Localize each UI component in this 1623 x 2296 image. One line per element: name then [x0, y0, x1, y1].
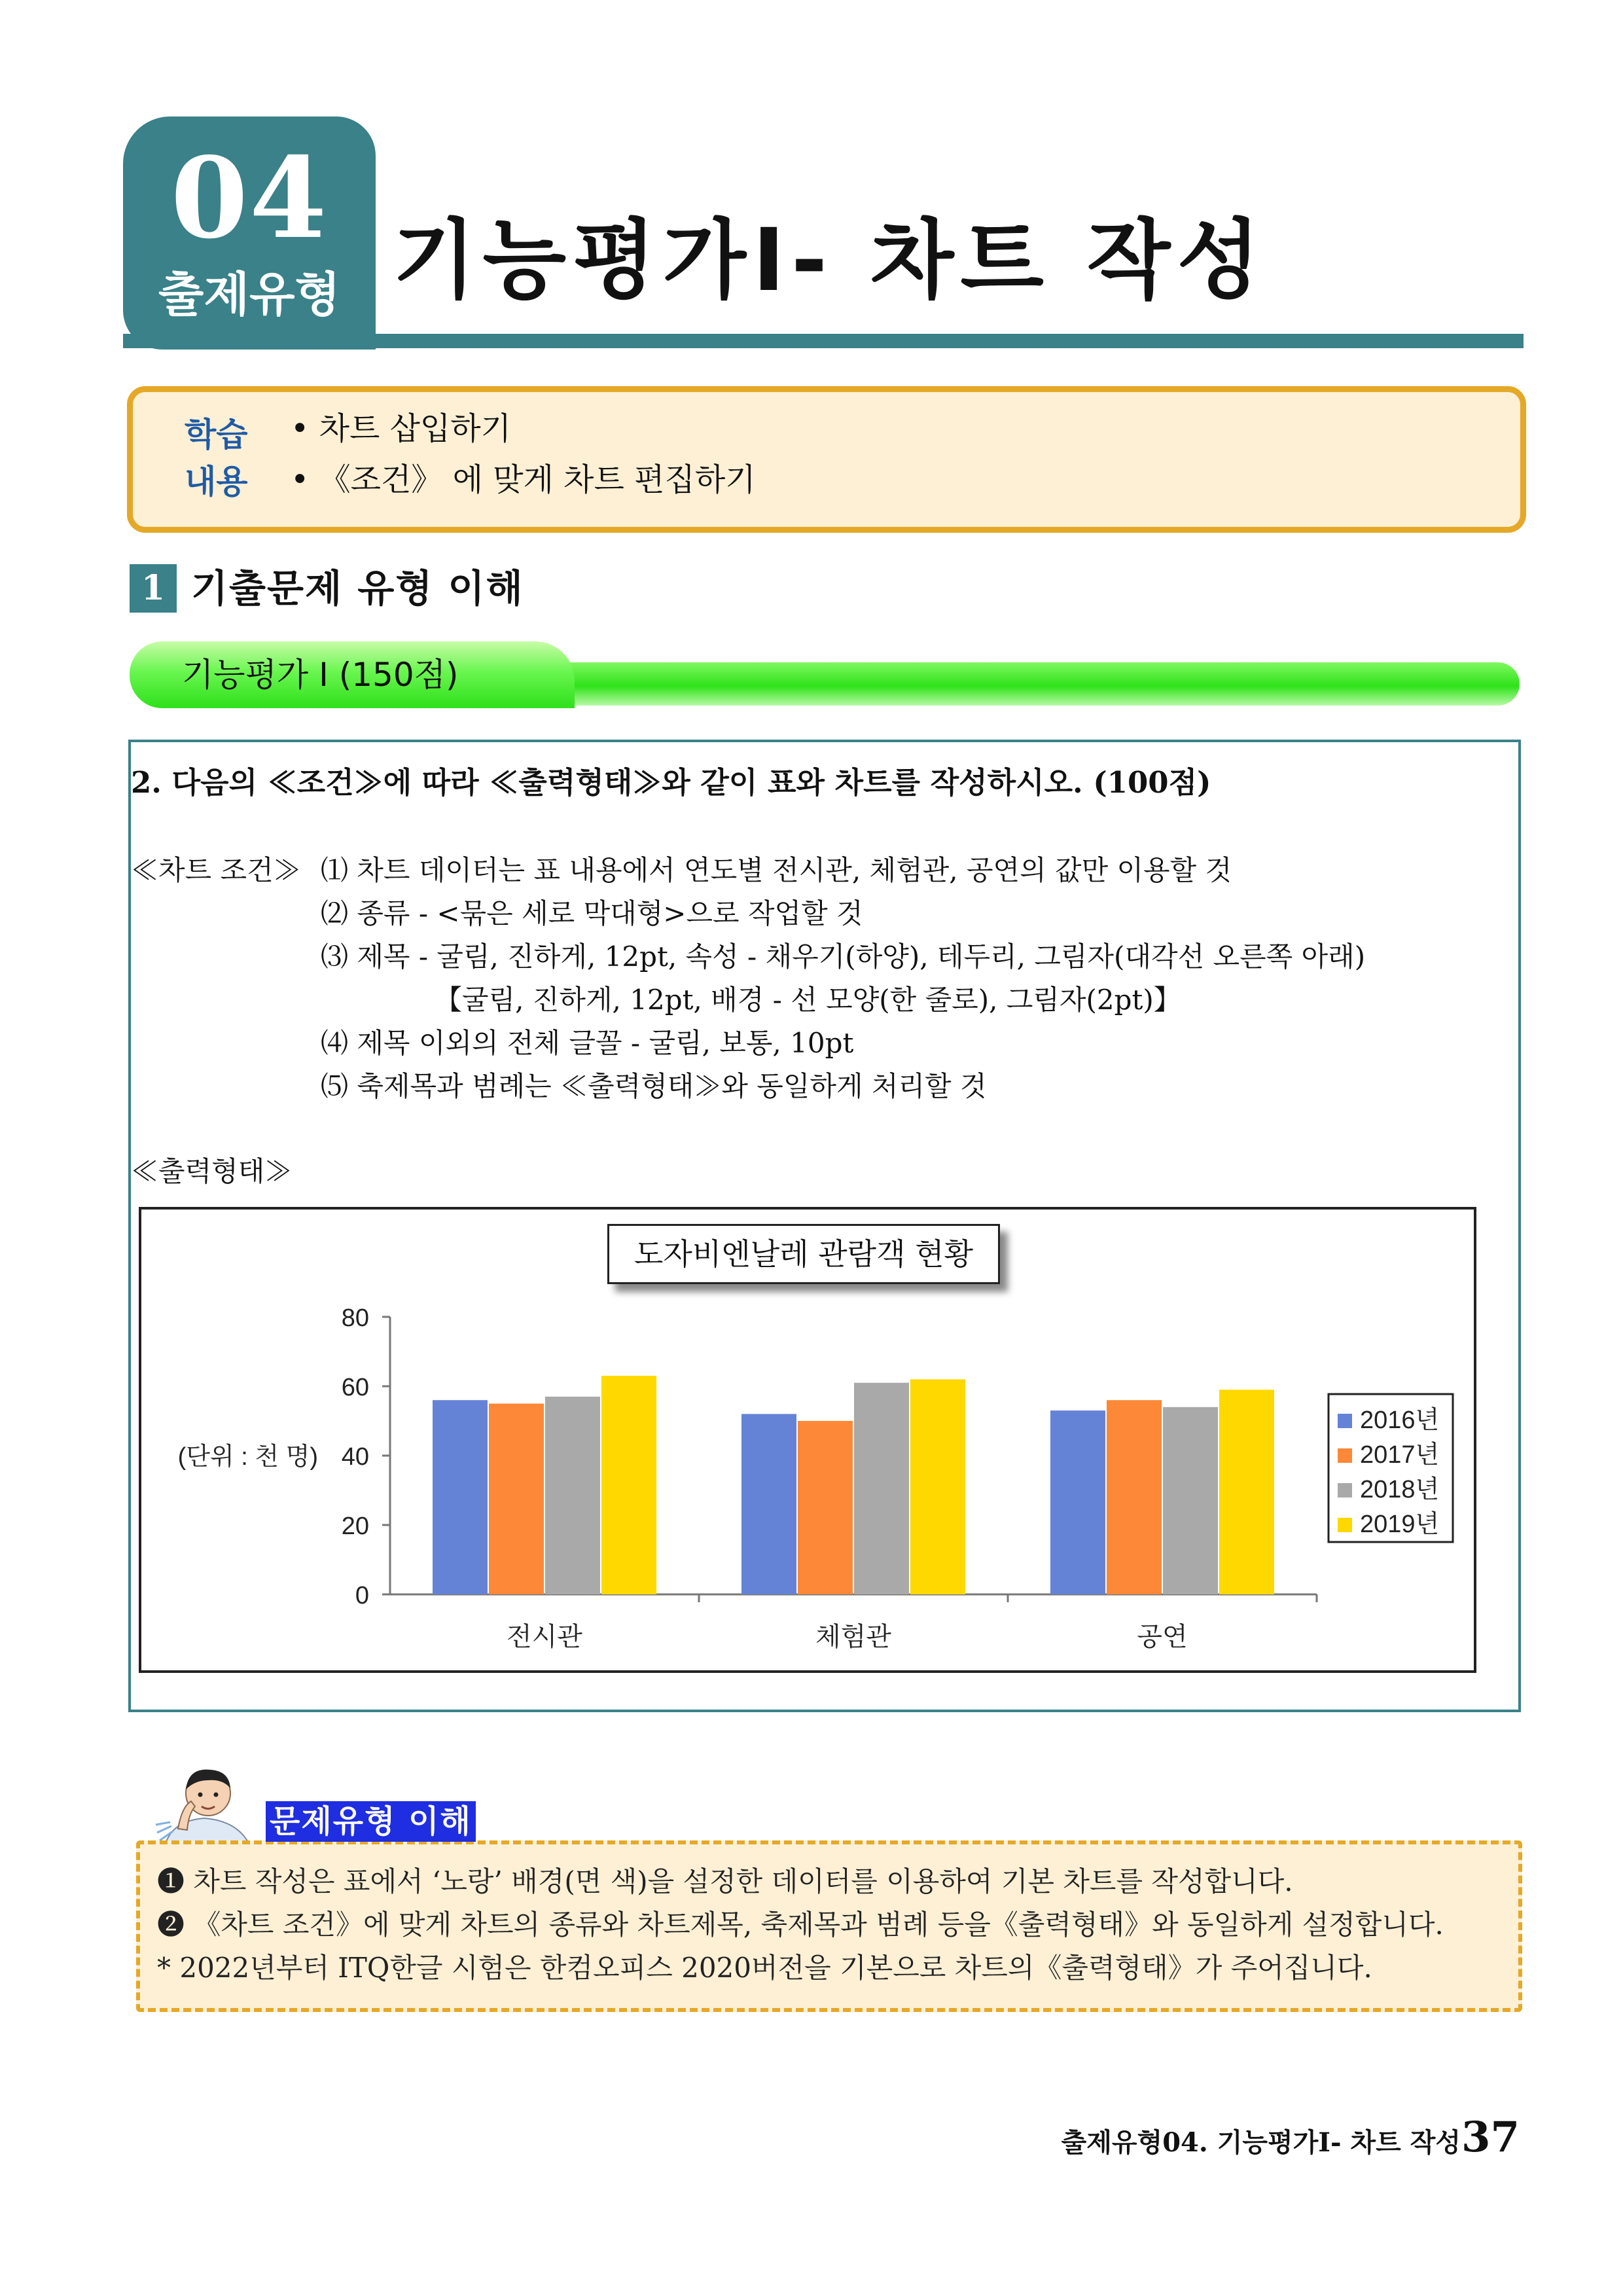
- legend-swatch: [1338, 1448, 1352, 1463]
- bar-2019년-체험관: [910, 1379, 965, 1594]
- chapter-label: 출제유형: [158, 267, 341, 322]
- condition-item: ⑸ 축제목과 범례는 ≪출력형태≫와 동일하게 처리할 것: [321, 1070, 987, 1102]
- bar-2018년-체험관: [854, 1383, 909, 1594]
- bar-2016년-공연: [1050, 1410, 1105, 1594]
- legend-label: 2017년: [1360, 1441, 1440, 1469]
- page-title: 기능평가Ⅰ- 차트 작성: [393, 210, 1267, 311]
- condition-item: 【굴림, 진하게, 12pt, 배경 - 선 모양(한 줄로), 그림자(2pt)】: [435, 984, 1181, 1016]
- output-label: ≪출력형태≫: [131, 1155, 293, 1187]
- bar-2016년-체험관: [741, 1414, 796, 1594]
- understanding-item: ❷ 《차트 조건》에 맞게 차트의 종류와 차트제목, 축제목과 범례 등을《출력형태》와 동일하게 설정합니다.: [157, 1909, 1444, 1941]
- condition-item: ⑵ 종류 - <묶은 세로 막대형>으로 작업할 것: [321, 897, 863, 929]
- bar-2016년-전시관: [433, 1400, 488, 1594]
- bar-2019년-공연: [1219, 1390, 1274, 1594]
- chart-title: 도자비엔날레 관람객 현황: [607, 1224, 1000, 1284]
- condition-item: ⑴ 차트 데이터는 표 내용에서 연도별 전시관, 체험관, 공연의 값만 이용할 것: [321, 854, 1232, 886]
- y-axis-title: (단위 : 천 명): [177, 1443, 318, 1471]
- legend-label: 2018년: [1360, 1476, 1440, 1503]
- x-tick-label: 전시관: [507, 1623, 582, 1651]
- understanding-heading: 문제유형 이해: [266, 1801, 476, 1842]
- legend-swatch: [1338, 1414, 1352, 1428]
- x-tick-label: 체험관: [815, 1623, 891, 1651]
- understanding-item: ❶ 차트 작성은 표에서 ‘노랑’ 배경(면 색)을 설정한 데이터를 이용하여 기본 차트를 작성합니다.: [157, 1865, 1293, 1897]
- bar-2019년-전시관: [601, 1376, 656, 1594]
- section-title: 기출문제 유형 이해: [191, 566, 524, 611]
- ribbon-label: 기능평가 Ⅰ (150점): [182, 656, 459, 694]
- y-tick-label: 80: [341, 1304, 369, 1332]
- condition-item: ⑷ 제목 이외의 전체 글꼴 - 굴림, 보통, 10pt: [321, 1027, 854, 1059]
- understanding-item: * 2022년부터 ITQ한글 시험은 한컴오피스 2020버전을 기본으로 차트의《출력형태》가 주어집니다.: [157, 1952, 1372, 1984]
- x-tick-label: 공연: [1137, 1623, 1188, 1651]
- y-tick-label: 0: [355, 1582, 369, 1609]
- learning-label: 학습 내용: [185, 416, 248, 501]
- bar-2017년-체험관: [798, 1421, 853, 1594]
- teacher-avatar-icon: [152, 1761, 263, 1846]
- bar-2017년-전시관: [489, 1404, 544, 1595]
- bar-2018년-전시관: [545, 1397, 600, 1594]
- legend-label: 2019년: [1360, 1511, 1440, 1538]
- legend-label: 2016년: [1360, 1407, 1440, 1434]
- conditions-label: ≪차트 조건≫: [131, 854, 301, 886]
- y-tick-label: 20: [341, 1513, 369, 1540]
- learning-item: • 차트 삽입하기: [291, 410, 512, 447]
- legend-swatch: [1338, 1483, 1352, 1498]
- section-number: 1: [130, 564, 177, 613]
- page-number: 37: [1461, 2113, 1520, 2162]
- footer-chapter: 출제유형04. 기능평가Ⅰ- 차트 작성: [1061, 2127, 1461, 2158]
- legend-swatch: [1338, 1518, 1352, 1532]
- y-tick-label: 60: [341, 1374, 369, 1401]
- chapter-number: 04: [170, 133, 329, 264]
- question-text: 2. 다음의 ≪조건≫에 따라 ≪출력형태≫와 같이 표와 차트를 작성하시오. (100점): [131, 765, 1211, 800]
- bar-2018년-공연: [1163, 1407, 1218, 1594]
- condition-item: ⑶ 제목 - 굴림, 진하게, 12pt, 속성 - 채우기(하양), 테두리, 그림자(대각선 오른쪽 아래): [321, 941, 1366, 973]
- y-tick-label: 40: [341, 1443, 369, 1471]
- bar-2017년-공연: [1107, 1400, 1162, 1594]
- learning-item: • 《조건》 에 맞게 차트 편집하기: [291, 461, 756, 498]
